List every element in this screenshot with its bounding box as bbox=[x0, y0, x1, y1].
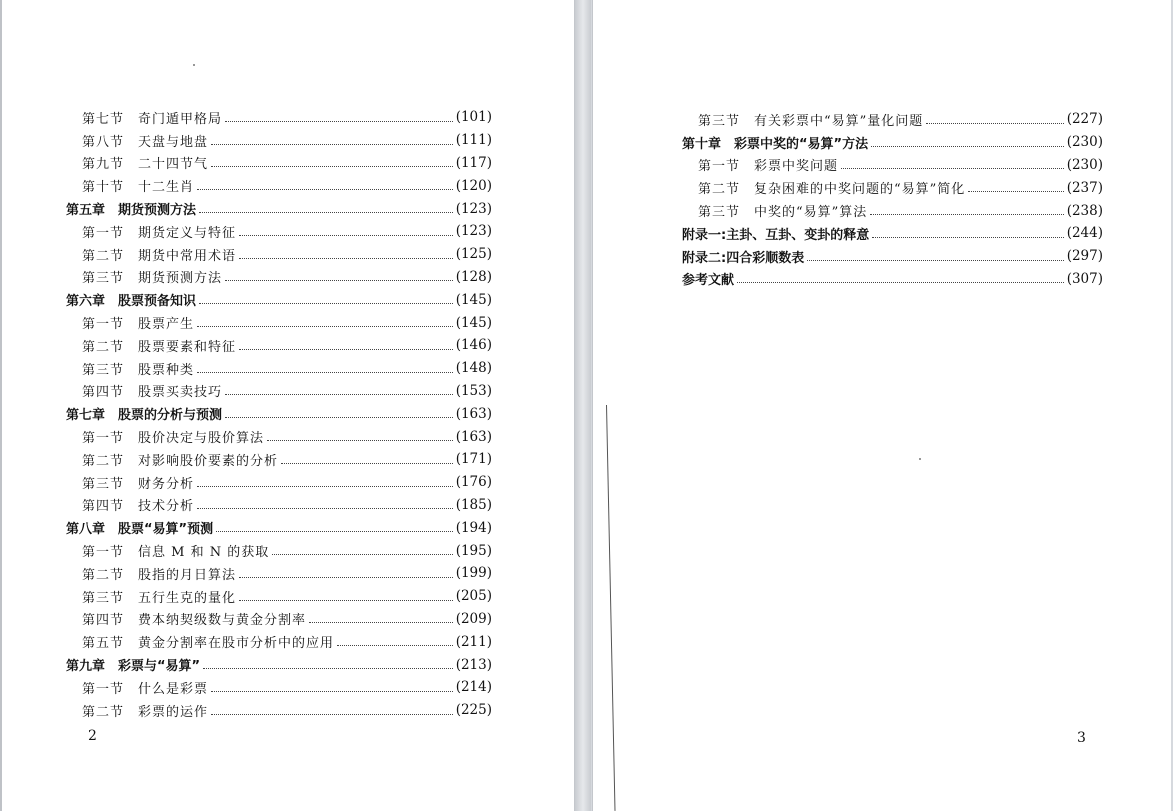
toc-entry-title: 第五节 黄金分割率在股市分析中的应用 bbox=[82, 636, 335, 652]
toc-entry-section[interactable] bbox=[66, 539, 492, 562]
toc-entry-page: (163) bbox=[455, 428, 492, 445]
toc-dot-leader bbox=[203, 668, 453, 669]
toc-entry-title: 第一节 彩票中奖问题 bbox=[698, 159, 839, 175]
toc-entry-page: (117) bbox=[455, 154, 492, 171]
toc-entry-page: (120) bbox=[455, 177, 492, 194]
toc-entry-section[interactable] bbox=[66, 494, 492, 517]
toc-entry-title: 第一节 期货定义与特征 bbox=[82, 225, 237, 241]
toc-entry-page: (185) bbox=[455, 496, 492, 513]
toc-dot-leader bbox=[872, 237, 1063, 238]
toc-dot-leader bbox=[197, 372, 453, 373]
toc-dot-leader bbox=[211, 144, 453, 145]
toc-dot-leader bbox=[199, 212, 453, 213]
page-gutter bbox=[575, 0, 591, 811]
toc-entry-section[interactable] bbox=[66, 471, 492, 494]
toc-entry-page: (171) bbox=[455, 451, 492, 468]
toc-dot-leader bbox=[841, 168, 1064, 169]
toc-entry-title: 第二节 彩票的运作 bbox=[82, 704, 209, 720]
toc-list-right bbox=[682, 108, 1103, 290]
toc-dot-leader bbox=[267, 440, 453, 441]
toc-dot-leader bbox=[239, 258, 453, 259]
toc-dot-leader bbox=[197, 486, 453, 487]
toc-entry-title: 第七章 股票的分析与预测 bbox=[66, 408, 223, 424]
toc-entry-chapter[interactable] bbox=[66, 402, 492, 425]
toc-entry-page: (153) bbox=[455, 382, 492, 399]
toc-dot-leader bbox=[239, 235, 453, 236]
toc-entry-title: 第三节 期货预测方法 bbox=[82, 271, 223, 287]
toc-dot-leader bbox=[199, 303, 453, 304]
toc-entry-section[interactable] bbox=[66, 562, 492, 585]
toc-entry-title: 第一节 信息 M 和 N 的获取 bbox=[82, 545, 270, 561]
toc-entry-title: 第九章 彩票与“易算” bbox=[66, 659, 201, 675]
toc-entry-section[interactable] bbox=[66, 129, 492, 152]
toc-entry-page: (297) bbox=[1066, 248, 1103, 265]
toc-dot-leader bbox=[309, 622, 453, 623]
toc-entry-page: (230) bbox=[1066, 134, 1103, 151]
toc-dot-leader bbox=[737, 282, 1064, 283]
toc-entry-title: 第四节 费本纳契级数与黄金分割率 bbox=[82, 613, 307, 629]
toc-entry-page: (205) bbox=[455, 588, 492, 605]
toc-entry-page: (195) bbox=[455, 542, 492, 559]
toc-entry-title: 第二节 复杂困难的中奖问题的“易算”简化 bbox=[698, 182, 966, 198]
toc-entry-section[interactable] bbox=[66, 334, 492, 357]
toc-entry-title: 附录一:主卦、互卦、变卦的释意 bbox=[682, 227, 870, 243]
toc-dot-leader bbox=[197, 508, 453, 509]
scan-speck bbox=[919, 458, 921, 460]
toc-dot-leader bbox=[926, 123, 1063, 124]
toc-entry-section[interactable] bbox=[66, 266, 492, 289]
toc-entry-section[interactable] bbox=[682, 154, 1103, 177]
toc-entry-section[interactable] bbox=[66, 585, 492, 608]
scan-speck bbox=[193, 64, 195, 66]
toc-entry-page: (146) bbox=[455, 337, 492, 354]
toc-entry-page: (209) bbox=[455, 610, 492, 627]
toc-entry-section[interactable] bbox=[682, 199, 1103, 222]
toc-entry-title: 第一节 股票产生 bbox=[82, 317, 195, 333]
toc-entry-page: (128) bbox=[455, 268, 492, 285]
toc-entry-title: 第二节 对影响股价要素的分析 bbox=[82, 453, 279, 469]
toc-entry-title: 第十节 十二生肖 bbox=[82, 180, 195, 196]
toc-entry-chapter[interactable] bbox=[682, 222, 1103, 245]
toc-entry-title: 第四节 股票买卖技巧 bbox=[82, 385, 223, 401]
toc-entry-title: 第二节 股指的月日算法 bbox=[82, 567, 237, 583]
toc-entry-chapter[interactable] bbox=[66, 288, 492, 311]
toc-dot-leader bbox=[807, 260, 1063, 261]
toc-dot-leader bbox=[197, 326, 453, 327]
toc-entry-chapter[interactable] bbox=[682, 245, 1103, 268]
toc-dot-leader bbox=[225, 280, 453, 281]
toc-dot-leader bbox=[281, 463, 453, 464]
toc-entry-section[interactable] bbox=[66, 608, 492, 631]
toc-entry-chapter[interactable] bbox=[66, 197, 492, 220]
toc-entry-title: 附录二:四合彩顺数表 bbox=[682, 250, 805, 266]
toc-entry-section[interactable] bbox=[66, 174, 492, 197]
toc-dot-leader bbox=[272, 554, 452, 555]
toc-entry-section[interactable] bbox=[66, 106, 492, 129]
toc-entry-page: (230) bbox=[1066, 156, 1103, 173]
toc-entry-title: 第三节 股票种类 bbox=[82, 362, 195, 378]
toc-entry-page: (238) bbox=[1066, 202, 1103, 219]
toc-entry-page: (307) bbox=[1066, 270, 1103, 287]
toc-dot-leader bbox=[211, 166, 453, 167]
toc-entry-page: (194) bbox=[455, 519, 492, 536]
toc-entry-title: 第三节 五行生克的量化 bbox=[82, 590, 237, 606]
toc-dot-leader bbox=[337, 645, 453, 646]
toc-entry-title: 第六章 股票预备知识 bbox=[66, 294, 197, 310]
toc-dot-leader bbox=[211, 714, 453, 715]
toc-entry-title: 第七节 奇门遁甲格局 bbox=[82, 111, 223, 127]
toc-entry-page: (199) bbox=[455, 565, 492, 582]
toc-entry-page: (176) bbox=[455, 474, 492, 491]
toc-dot-leader bbox=[968, 191, 1063, 192]
toc-entry-section[interactable] bbox=[66, 676, 492, 699]
toc-entry-title: 第八章 股票“易算”预测 bbox=[66, 522, 214, 538]
toc-entry-title: 第九节 二十四节气 bbox=[82, 157, 209, 173]
toc-list-left bbox=[66, 106, 492, 722]
toc-entry-chapter[interactable] bbox=[66, 653, 492, 676]
toc-entry-title: 第三节 财务分析 bbox=[82, 476, 195, 492]
page-number-right: 3 bbox=[1077, 730, 1086, 746]
toc-dot-leader bbox=[225, 121, 453, 122]
toc-entry-title: 第十章 彩票中奖的“易算”方法 bbox=[682, 136, 869, 152]
toc-dot-leader bbox=[216, 531, 453, 532]
toc-entry-section[interactable] bbox=[66, 630, 492, 653]
toc-entry-section[interactable] bbox=[682, 176, 1103, 199]
toc-dot-leader bbox=[871, 146, 1064, 147]
toc-entry-title: 第三节 有关彩票中“易算”量化问题 bbox=[698, 113, 924, 129]
toc-entry-section[interactable] bbox=[66, 425, 492, 448]
toc-dot-leader bbox=[239, 577, 453, 578]
toc-entry-page: (227) bbox=[1066, 111, 1103, 128]
toc-entry-section[interactable] bbox=[66, 243, 492, 266]
toc-entry-section[interactable] bbox=[66, 220, 492, 243]
toc-entry-page: (213) bbox=[455, 656, 492, 673]
toc-entry-title: 第四节 技术分析 bbox=[82, 499, 195, 515]
toc-entry-section[interactable] bbox=[682, 108, 1103, 131]
toc-entry-page: (148) bbox=[455, 360, 492, 377]
toc-entry-page: (123) bbox=[455, 223, 492, 240]
toc-entry-section[interactable] bbox=[66, 152, 492, 175]
toc-entry-page: (123) bbox=[455, 200, 492, 217]
toc-entry-section[interactable] bbox=[66, 357, 492, 380]
toc-dot-leader bbox=[197, 189, 453, 190]
toc-entry-page: (211) bbox=[455, 633, 492, 650]
toc-entry-title: 第八节 天盘与地盘 bbox=[82, 134, 209, 150]
toc-entry-chapter[interactable] bbox=[682, 131, 1103, 154]
toc-entry-chapter[interactable] bbox=[682, 268, 1103, 291]
toc-dot-leader bbox=[870, 214, 1063, 215]
toc-entry-title: 第五章 期货预测方法 bbox=[66, 203, 197, 219]
toc-entry-page: (145) bbox=[455, 291, 492, 308]
toc-entry-section[interactable] bbox=[66, 448, 492, 471]
toc-entry-page: (237) bbox=[1066, 179, 1103, 196]
toc-entry-title: 第二节 股票要素和特征 bbox=[82, 339, 237, 355]
toc-entry-page: (111) bbox=[455, 132, 492, 149]
toc-entry-section[interactable] bbox=[66, 311, 492, 334]
toc-dot-leader bbox=[239, 349, 453, 350]
toc-dot-leader bbox=[225, 417, 453, 418]
toc-entry-page: (225) bbox=[455, 702, 492, 719]
toc-entry-title: 第二节 期货中常用术语 bbox=[82, 248, 237, 264]
toc-entry-page: (163) bbox=[455, 405, 492, 422]
toc-entry-chapter[interactable] bbox=[66, 516, 492, 539]
toc-entry-title: 第一节 什么是彩票 bbox=[82, 681, 209, 697]
toc-entry-page: (244) bbox=[1066, 225, 1103, 242]
toc-entry-section[interactable] bbox=[66, 380, 492, 403]
toc-entry-page: (145) bbox=[455, 314, 492, 331]
toc-dot-leader bbox=[225, 394, 453, 395]
toc-entry-page: (125) bbox=[455, 246, 492, 263]
toc-entry-title: 第一节 股价决定与股价算法 bbox=[82, 431, 265, 447]
toc-dot-leader bbox=[211, 691, 453, 692]
toc-dot-leader bbox=[239, 600, 453, 601]
toc-entry-section[interactable] bbox=[66, 699, 492, 722]
toc-entry-page: (214) bbox=[455, 679, 492, 696]
page-number-left: 2 bbox=[88, 728, 97, 744]
toc-entry-title: 第三节 中奖的“易算”算法 bbox=[698, 205, 868, 221]
toc-entry-title: 参考文献 bbox=[682, 273, 735, 289]
toc-entry-page: (101) bbox=[455, 109, 492, 126]
